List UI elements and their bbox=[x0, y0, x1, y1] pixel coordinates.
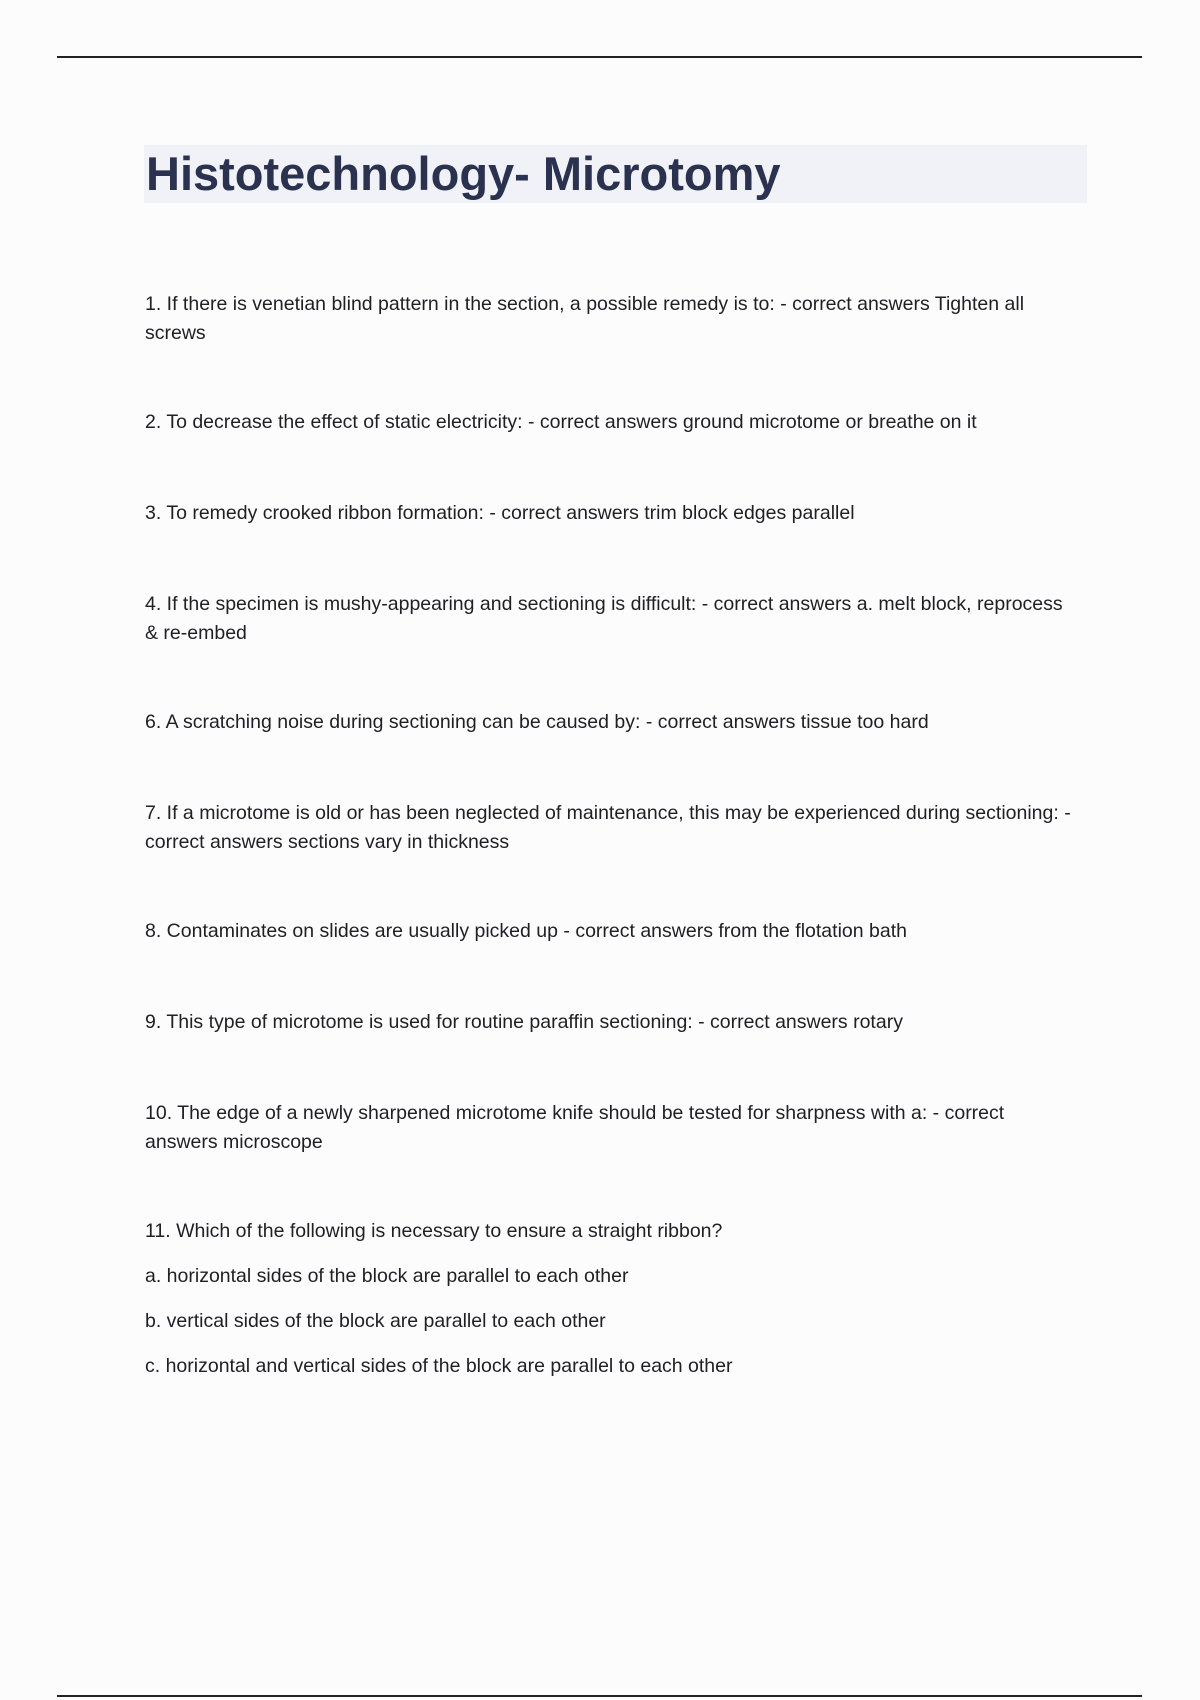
qa-item-1: 1. If there is venetian blind pattern in the section, a possible remedy is to: - correct answers Tighten all screws bbox=[145, 293, 1025, 344]
header-rule bbox=[57, 56, 1142, 58]
document-body bbox=[145, 290, 1075, 1397]
footer-rule bbox=[57, 1695, 1142, 1697]
qa-item-4: 4. If the specimen is mushy-appearing and sectioning is difficult: - correct answers a. melt block, reprocess & re-embed bbox=[145, 593, 1063, 644]
qa-item-6: 6. A scratching noise during sectioning can be caused by: - correct answers tissue too hard bbox=[145, 711, 929, 733]
qa-item-2: 2. To decrease the effect of static electricity: - correct answers ground microtome or breathe on it bbox=[145, 411, 977, 433]
choice-c: c. horizontal and vertical sides of the block are parallel to each other bbox=[145, 1355, 733, 1377]
document-title: Histotechnology- Microtomy bbox=[146, 147, 781, 200]
choice-b: b. vertical sides of the block are parallel to each other bbox=[145, 1310, 606, 1332]
qa-item-7: 7. If a microtome is old or has been neglected of maintenance, this may be experienced during sectioning: - correct answers sections vary in thickness bbox=[145, 802, 1071, 853]
qa-item-10: 10. The edge of a newly sharpened microtome knife should be tested for sharpness with a: - correct answers microscope bbox=[145, 1102, 1005, 1153]
qa-item-8: 8. Contaminates on slides are usually picked up - correct answers from the flotation bath bbox=[145, 920, 907, 942]
choice-a: a. horizontal sides of the block are parallel to each other bbox=[145, 1265, 629, 1287]
qa-item-9: 9. This type of microtome is used for routine paraffin sectioning: - correct answers rotary bbox=[145, 1011, 903, 1033]
question-11-choices bbox=[145, 1262, 1075, 1381]
qa-item-3: 3. To remedy crooked ribbon formation: - correct answers trim block edges parallel bbox=[145, 502, 855, 524]
question-11: 11. Which of the following is necessary to ensure a straight ribbon? bbox=[145, 1220, 723, 1242]
